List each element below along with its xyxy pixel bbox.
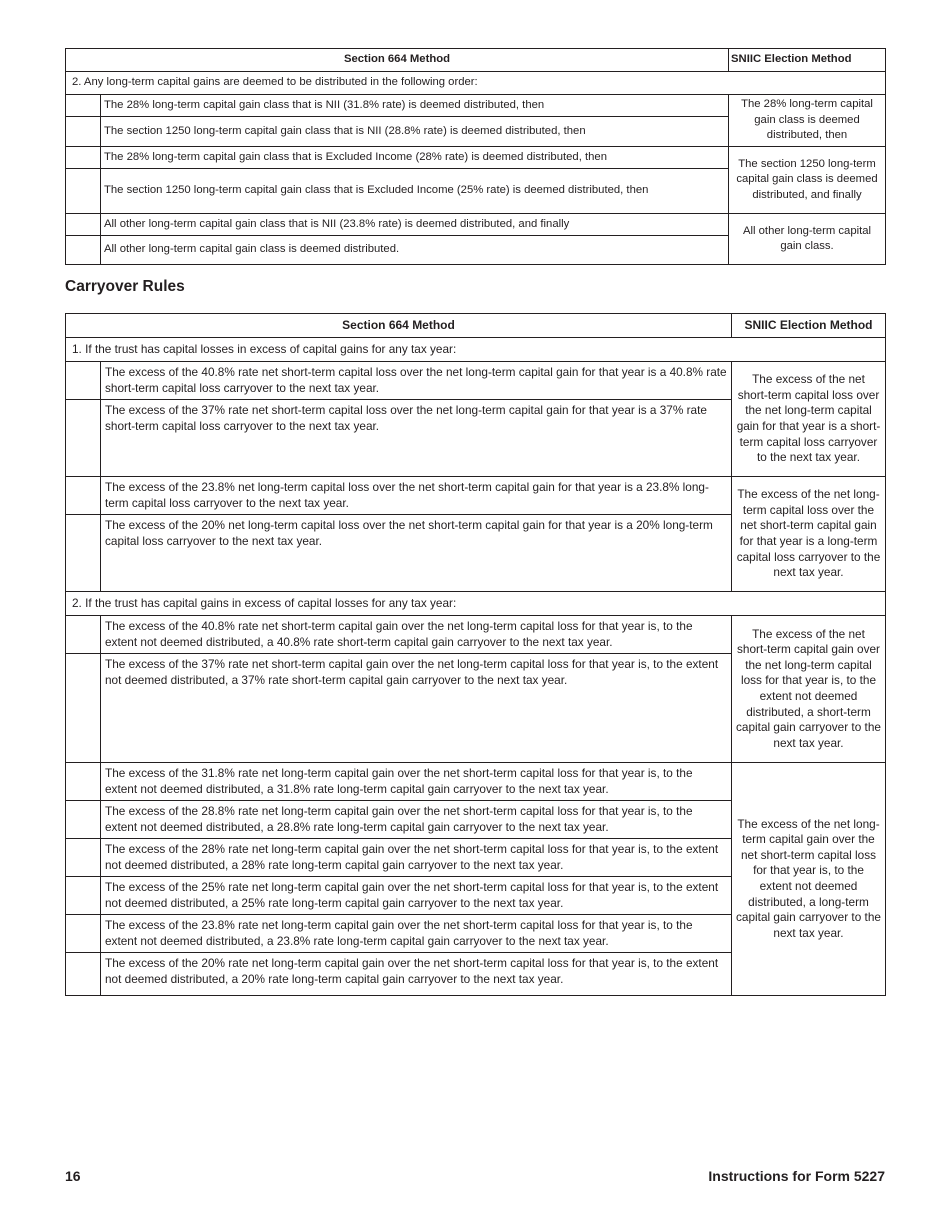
page-number: 16 — [65, 1168, 81, 1184]
sniic-election-header: SNIIC Election Method — [732, 314, 886, 338]
section-664-header: Section 664 Method — [66, 314, 732, 338]
rule-cell: The 28% long-term capital gain class that is NII (31.8% rate) is deemed distributed, then — [101, 95, 729, 117]
row-marker — [66, 214, 101, 236]
rule-cell: The excess of the 20% rate net long-term capital gain over the net short-term capital loss for that year is, to the extent not deemed distributed, a 20% rate long-term capital gain carryover to the next tax year. — [101, 953, 732, 996]
sniic-cell: All other long-term capital gain class. — [729, 214, 886, 265]
group-label: 2. If the trust has capital gains in excess of capital losses for any tax year: — [66, 592, 886, 616]
rule-cell: The 28% long-term capital gain class that is Excluded Income (28% rate) is deemed distributed, then — [101, 147, 729, 169]
sniic-cell: The 28% long-term capital gain class is deemed distributed, then — [729, 95, 886, 147]
row-marker — [66, 117, 101, 147]
form-title: Instructions for Form 5227 — [708, 1168, 885, 1184]
row-marker — [66, 877, 101, 915]
rule-cell: All other long-term capital gain class is deemed distributed. — [101, 236, 729, 265]
rule-cell: The section 1250 long-term capital gain class that is Excluded Income (25% rate) is deemed distributed, then — [101, 169, 729, 214]
rule-cell: The section 1250 long-term capital gain class that is NII (28.8% rate) is deemed distributed, then — [101, 117, 729, 147]
row-marker — [66, 616, 101, 654]
rule-cell: The excess of the 40.8% rate net short-term capital gain over the net long-term capital loss for that year is, to the extent not deemed distributed, a 40.8% rate short-term capital gain carryover to the next tax year. — [101, 616, 732, 654]
row-marker — [66, 953, 101, 996]
group-label: 1. If the trust has capital losses in excess of capital gains for any tax year: — [66, 338, 886, 362]
carryover-rules-table — [65, 313, 886, 996]
sniic-election-header: SNIIC Election Method — [729, 49, 886, 72]
group-label: 2. Any long-term capital gains are deemed to be distributed in the following order: — [66, 72, 886, 95]
sniic-cell: The excess of the net short-term capital loss over the net long-term capital gain for that year is a short-term capital loss carryover to the next tax year. — [732, 362, 886, 477]
carryover-rules-heading: Carryover Rules — [65, 278, 185, 295]
row-marker — [66, 801, 101, 839]
rule-cell: The excess of the 23.8% rate net long-term capital gain over the net short-term capital loss for that year is, to the extent not deemed distributed, a 23.8% rate long-term capital gain carryover to the next tax year. — [101, 915, 732, 953]
row-marker — [66, 95, 101, 117]
rule-cell: The excess of the 20% net long-term capital loss over the net short-term capital gain for that year is a 20% long-term capital loss carryover to the next tax year. — [101, 515, 732, 592]
rule-cell: The excess of the 23.8% net long-term capital loss over the net short-term capital gain for that year is a 23.8% long-term capital loss carryover to the next tax year. — [101, 477, 732, 515]
row-marker — [66, 839, 101, 877]
rule-cell: The excess of the 37% rate net short-term capital gain over the net long-term capital loss for that year is, to the extent not deemed distributed, a 37% rate short-term capital gain carryover to the next tax year. — [101, 654, 732, 763]
row-marker — [66, 169, 101, 214]
row-marker — [66, 477, 101, 515]
rule-cell: The excess of the 25% rate net long-term capital gain over the net short-term capital loss for that year is, to the extent not deemed distributed, a 25% rate long-term capital gain carryover to the next tax year. — [101, 877, 732, 915]
row-marker — [66, 362, 101, 400]
sniic-cell: The excess of the net long-term capital gain over the net short-term capital loss for that year is, to the extent not deemed distributed, a long-term capital gain carryover to the next tax year. — [732, 763, 886, 996]
row-marker — [66, 147, 101, 169]
sniic-cell: The section 1250 long-term capital gain class is deemed distributed, and finally — [729, 147, 886, 214]
row-marker — [66, 654, 101, 763]
section-664-header: Section 664 Method — [66, 49, 729, 72]
row-marker — [66, 236, 101, 265]
rule-cell: The excess of the 28% rate net long-term capital gain over the net short-term capital loss for that year is, to the extent not deemed distributed, a 28% rate long-term capital gain carryover to the next tax year. — [101, 839, 732, 877]
row-marker — [66, 915, 101, 953]
rule-cell: The excess of the 37% rate net short-term capital loss over the net long-term capital gain for that year is a 37% rate short-term capital loss carryover to the next tax year. — [101, 400, 732, 477]
row-marker — [66, 400, 101, 477]
row-marker — [66, 763, 101, 801]
sniic-cell: The excess of the net long-term capital loss over the net short-term capital gain for that year is a long-term capital loss carryover to the next tax year. — [732, 477, 886, 592]
lt-gain-distribution-table — [65, 48, 886, 265]
row-marker — [66, 515, 101, 592]
sniic-cell: The excess of the net short-term capital gain over the net long-term capital loss for that year is, to the extent not deemed distributed, a short-term capital gain carryover to the next tax year. — [732, 616, 886, 763]
rule-cell: All other long-term capital gain class that is NII (23.8% rate) is deemed distributed, and finally — [101, 214, 729, 236]
rule-cell: The excess of the 31.8% rate net long-term capital gain over the net short-term capital loss for that year is, to the extent not deemed distributed, a 31.8% rate long-term capital gain carryover to the next tax year. — [101, 763, 732, 801]
rule-cell: The excess of the 40.8% rate net short-term capital loss over the net long-term capital gain for that year is a 40.8% rate short-term capital loss carryover to the next tax year. — [101, 362, 732, 400]
rule-cell: The excess of the 28.8% rate net long-term capital gain over the net short-term capital loss for that year is, to the extent not deemed distributed, a 28.8% rate long-term capital gain carryover to the next tax year. — [101, 801, 732, 839]
